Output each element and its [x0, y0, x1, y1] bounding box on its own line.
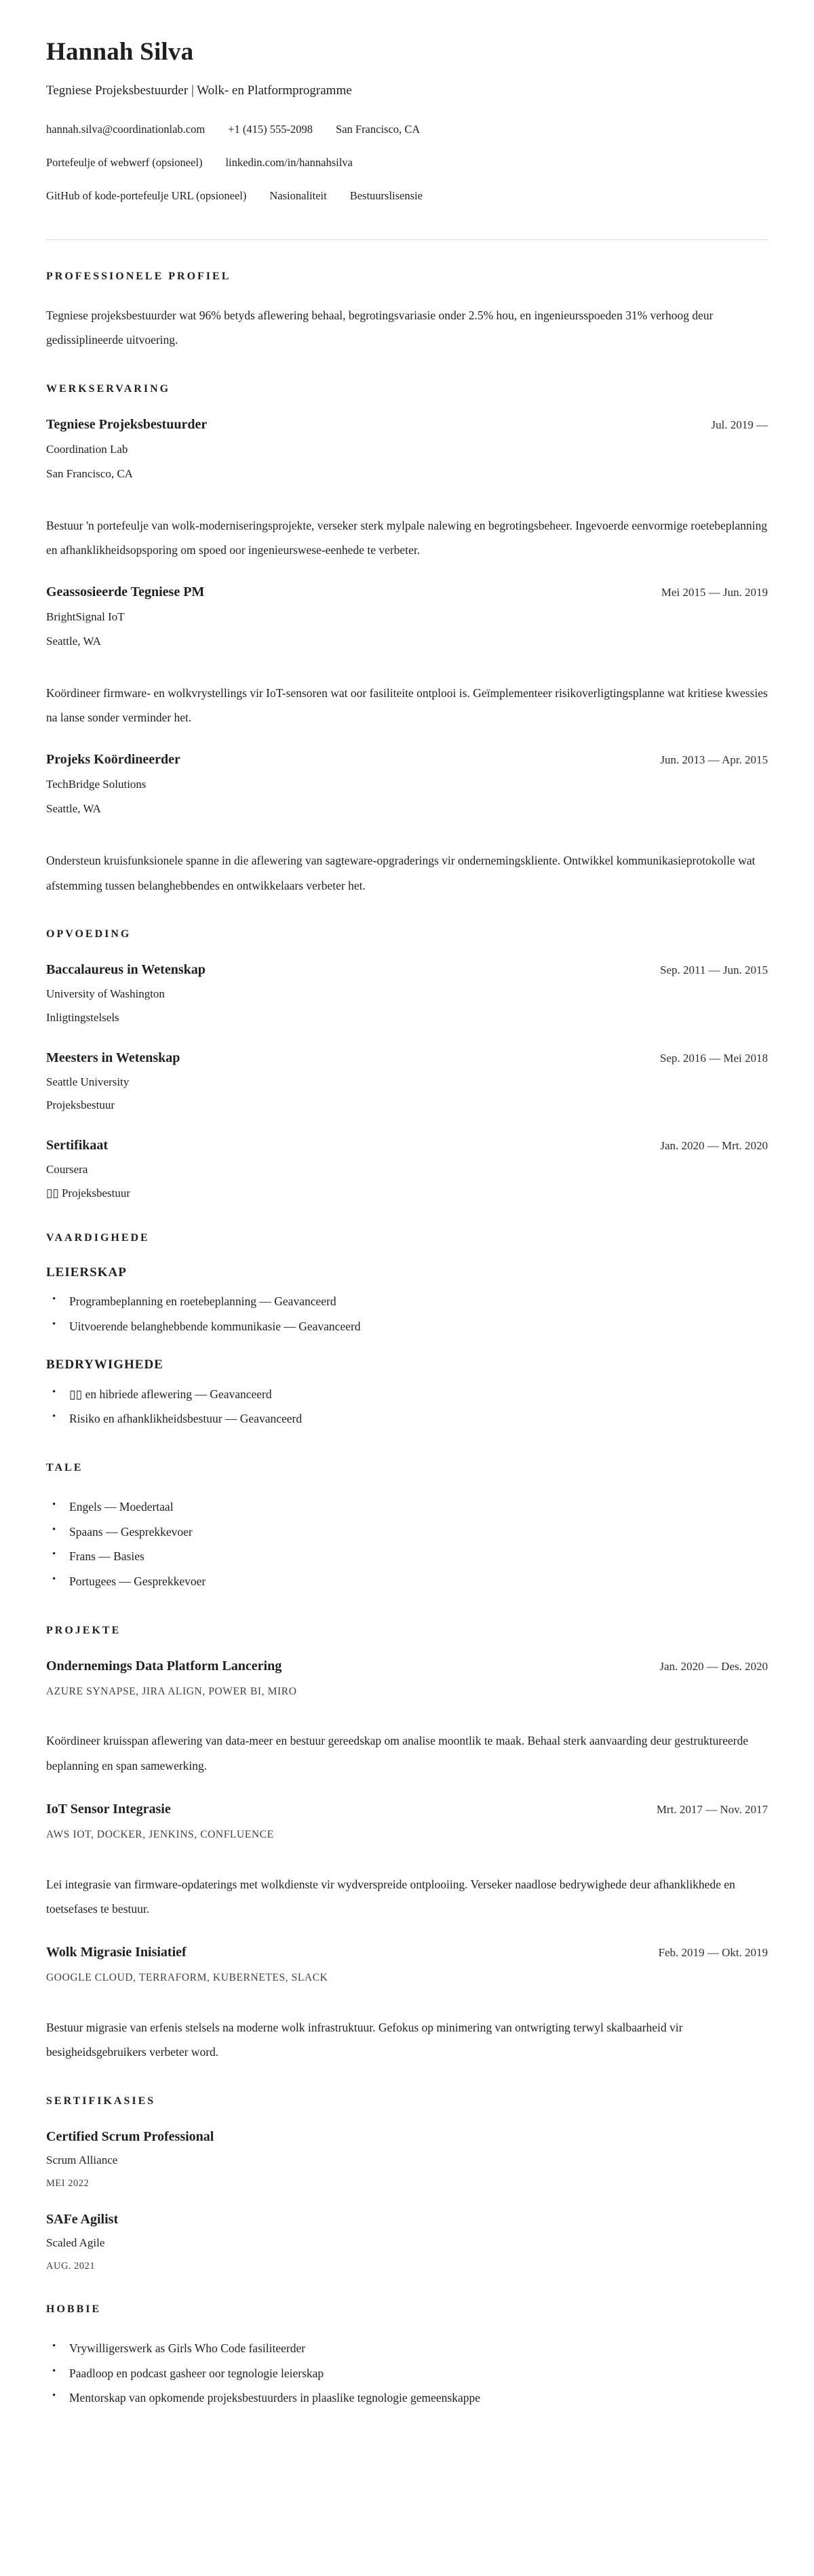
education-field: Inligtingstelsels [46, 1010, 119, 1024]
job-dates: Mei 2015 — Jun. 2019 [661, 586, 768, 599]
experience-entry-head [46, 416, 768, 433]
education-entry-head [46, 961, 768, 978]
contact-row-3 [46, 188, 768, 204]
education-dates: Jan. 2020 — Mrt. 2020 [660, 1139, 768, 1153]
section-heading-skills: VAARDIGHEDE [46, 1231, 150, 1244]
certification-org: Scrum Alliance [46, 2153, 118, 2166]
header-divider [46, 239, 768, 240]
project-tools: GOOGLE CLOUD, TERRAFORM, KUBERNETES, SLACK [46, 1972, 328, 1983]
experience-entry-head [46, 583, 768, 601]
project-title: Ondernemings Data Platform Lancering [46, 1658, 282, 1673]
section-languages [46, 1461, 768, 1594]
certification-date: AUG. 2021 [46, 2260, 96, 2272]
section-heading-profile: PROFESSIONELE PROFIEL [46, 270, 231, 282]
education-entry-head [46, 1136, 768, 1154]
certification-name: Certified Scrum Professional [46, 2128, 214, 2144]
education-dates: Sep. 2016 — Mei 2018 [659, 1051, 768, 1065]
section-heading-projects: PROJEKTE [46, 1624, 121, 1636]
profile-summary: Tegniese projeksbestuurder wat 96% betyds aflewering behaal, begrotingsvariasie onder 2.5% hou, en ingenieursspoeden 31% verhoog deur gedissiplineerde uitvoering. [46, 308, 714, 347]
contact-row-1 [46, 121, 768, 138]
section-heading-certifications: SERTIFIKASIES [46, 2095, 156, 2107]
job-description: Ondersteun kruisfunksionele spanne in die aflewering van sagteware-opgraderings vir ondernemingskliente. Ontwikkel kommunikasieprotokolle wat afstemming tussen belanghebbendes en ontwikkelaars verbeter het. [46, 853, 756, 892]
section-skills [46, 1231, 768, 1431]
job-dates: Jul. 2019 — [711, 418, 768, 431]
education-school: Seattle University [46, 1075, 130, 1088]
certification-entry [46, 2128, 768, 2190]
skill-item: • Risiko en afhanklikheidsbestuur — Geavanceerd [46, 1406, 768, 1431]
experience-entry-head [46, 751, 768, 768]
section-heading-languages: TALE [46, 1462, 83, 1474]
section-education [46, 928, 768, 1202]
project-tools: AZURE SYNAPSE, JIRA ALIGN, POWER BI, MIRO [46, 1685, 297, 1697]
section-heading-hobbies: HOBBIE [46, 2303, 102, 2316]
skill-group-name: BEDRYWIGHEDE [46, 1357, 163, 1372]
education-entry [46, 961, 768, 1026]
contact-location: San Francisco, CA [336, 123, 421, 136]
job-company: TechBridge Solutions [46, 778, 147, 791]
section-hobbies [46, 2303, 768, 2411]
project-entry [46, 1800, 768, 1922]
contact-license: Bestuurslisensie [349, 189, 423, 202]
skill-item: • Programbeplanning en roetebeplanning — Geavanceerd [46, 1289, 768, 1314]
education-school: University of Washington [46, 987, 165, 1001]
job-title: Projeks Koördineerder [46, 752, 180, 768]
education-entry-head [46, 1049, 768, 1067]
project-dates: Mrt. 2017 — Nov. 2017 [656, 1802, 768, 1816]
project-tools: AWS IOT, DOCKER, JENKINS, CONFLUENCE [46, 1828, 274, 1840]
contact-portfolio: Portefeulje of webwerf (opsioneel) [46, 156, 203, 170]
language-item: • Portugees — Gesprekkevoer [46, 1569, 768, 1594]
contact-row-2 [46, 155, 768, 171]
section-certifications [46, 2095, 768, 2273]
project-dates: Feb. 2019 — Okt. 2019 [658, 1946, 768, 1959]
degree-title: Baccalaureus in Wetenskap [46, 962, 206, 978]
project-entry-head [46, 1943, 768, 1961]
skill-item: • Uitvoerende belanghebbende kommunikasie — Geavanceerd [46, 1314, 768, 1339]
section-experience [46, 382, 768, 898]
certification-entry [46, 2211, 768, 2273]
person-headline: Tegniese Projeksbestuurder | Wolk- en Platformprogramme [46, 83, 352, 98]
education-school: Coursera [46, 1163, 88, 1176]
job-location: Seattle, WA [46, 634, 101, 648]
language-list [46, 1494, 768, 1594]
experience-entry [46, 416, 768, 563]
education-entry [46, 1136, 768, 1202]
hobby-item: • Vrywilligerswerk as Girls Who Code fasiliteerder [46, 2336, 768, 2361]
job-description: Koördineer firmware- en wolkvrystellings vir IoT-sensoren wat oor fasiliteite ontplooi is. Geïmplementeer risikoverligtingsplanne wat kritiese kwessies na lanse sonder verminder het. [46, 686, 768, 725]
skill-list [46, 1289, 768, 1339]
job-dates: Jun. 2013 — Apr. 2015 [660, 753, 768, 767]
hobby-list [46, 2336, 768, 2411]
degree-title: Sertifikaat [46, 1138, 109, 1153]
contact-email: hannah.silva@coordinationlab.com [46, 123, 206, 136]
job-description: Bestuur 'n portefeulje van wolk-moderniseringsprojekte, verseker sterk mylpale nalewing en begrotingsbeheer. Ingevoerde eenvormige roetebeplanning en afhanklikheidsopsporing om spoed oor ingenieurswese-eenhede te verbeter. [46, 518, 767, 557]
person-name: Hannah Silva [46, 38, 194, 66]
certification-date: MEI 2022 [46, 2177, 90, 2189]
degree-title: Meesters in Wetenskap [46, 1050, 180, 1065]
section-profile [46, 270, 768, 353]
job-company: BrightSignal IoT [46, 610, 125, 624]
project-entry-head [46, 1800, 768, 1818]
certification-name: SAFe Agilist [46, 2212, 119, 2227]
contact-nationality: Nasionaliteit [269, 189, 327, 202]
job-title: Geassosieerde Tegniese PM [46, 584, 205, 600]
section-heading-experience: WERKSERVARING [46, 383, 171, 395]
skill-item: • ▯▯ en hibriede aflewering — Geavanceerd [46, 1382, 768, 1407]
resume-header [46, 38, 768, 204]
project-description: Bestuur migrasie van erfenis stelsels na moderne wolk infrastruktuur. Gefokus op minimering van ontwrigting terwyl skalbaarheid vir besigheidsgebruikers verbeter word. [46, 2020, 683, 2059]
education-field: Projeksbestuur [46, 1098, 115, 1112]
contact-linkedin: linkedin.com/in/hannahsilva [225, 156, 353, 170]
job-company: Coordination Lab [46, 443, 128, 456]
project-dates: Jan. 2020 — Des. 2020 [659, 1659, 768, 1673]
language-item: • Frans — Basies [46, 1544, 768, 1569]
language-item: • Spaans — Gesprekkevoer [46, 1520, 768, 1545]
education-field: ▯▯ Projeksbestuur [46, 1187, 131, 1200]
section-heading-education: OPVOEDING [46, 928, 132, 940]
project-entry [46, 1943, 768, 2065]
hobby-item: • Mentorskap van opkomende projeksbestuurders in plaaslike tegnologie gemeenskappe [46, 2385, 768, 2411]
contact-phone: +1 (415) 555-2098 [228, 123, 313, 136]
project-entry [46, 1657, 768, 1779]
experience-entry [46, 583, 768, 730]
language-item: • Engels — Moedertaal [46, 1494, 768, 1520]
section-projects [46, 1624, 768, 2065]
project-title: IoT Sensor Integrasie [46, 1801, 171, 1817]
job-location: San Francisco, CA [46, 467, 133, 480]
education-dates: Sep. 2011 — Jun. 2015 [660, 964, 768, 977]
education-entry [46, 1049, 768, 1114]
job-location: Seattle, WA [46, 801, 101, 815]
skill-group-name: LEIERSKAP [46, 1265, 127, 1280]
project-description: Lei integrasie van firmware-opdaterings met wolkdienste vir wydverspreide ontplooiing. Verseker naadlose bedrywighede deur afhanklikhede en toetsefases te bestuur. [46, 1877, 735, 1916]
contact-github: GitHub of kode-portefeulje URL (opsioneel) [46, 189, 247, 202]
certification-org: Scaled Agile [46, 2236, 105, 2250]
skill-list [46, 1382, 768, 1432]
experience-entry [46, 751, 768, 898]
job-title: Tegniese Projeksbestuurder [46, 417, 208, 432]
project-description: Koördineer kruisspan aflewering van data-meer en bestuur gereedskap om analise moontlik te maak. Behaal sterk aanvaarding deur gestruktureerde beplanning en span samewerking. [46, 1734, 749, 1773]
hobby-item: • Paadloop en podcast gasheer oor tegnologie leierskap [46, 2361, 768, 2386]
project-title: Wolk Migrasie Inisiatief [46, 1945, 187, 1960]
project-entry-head [46, 1657, 768, 1675]
